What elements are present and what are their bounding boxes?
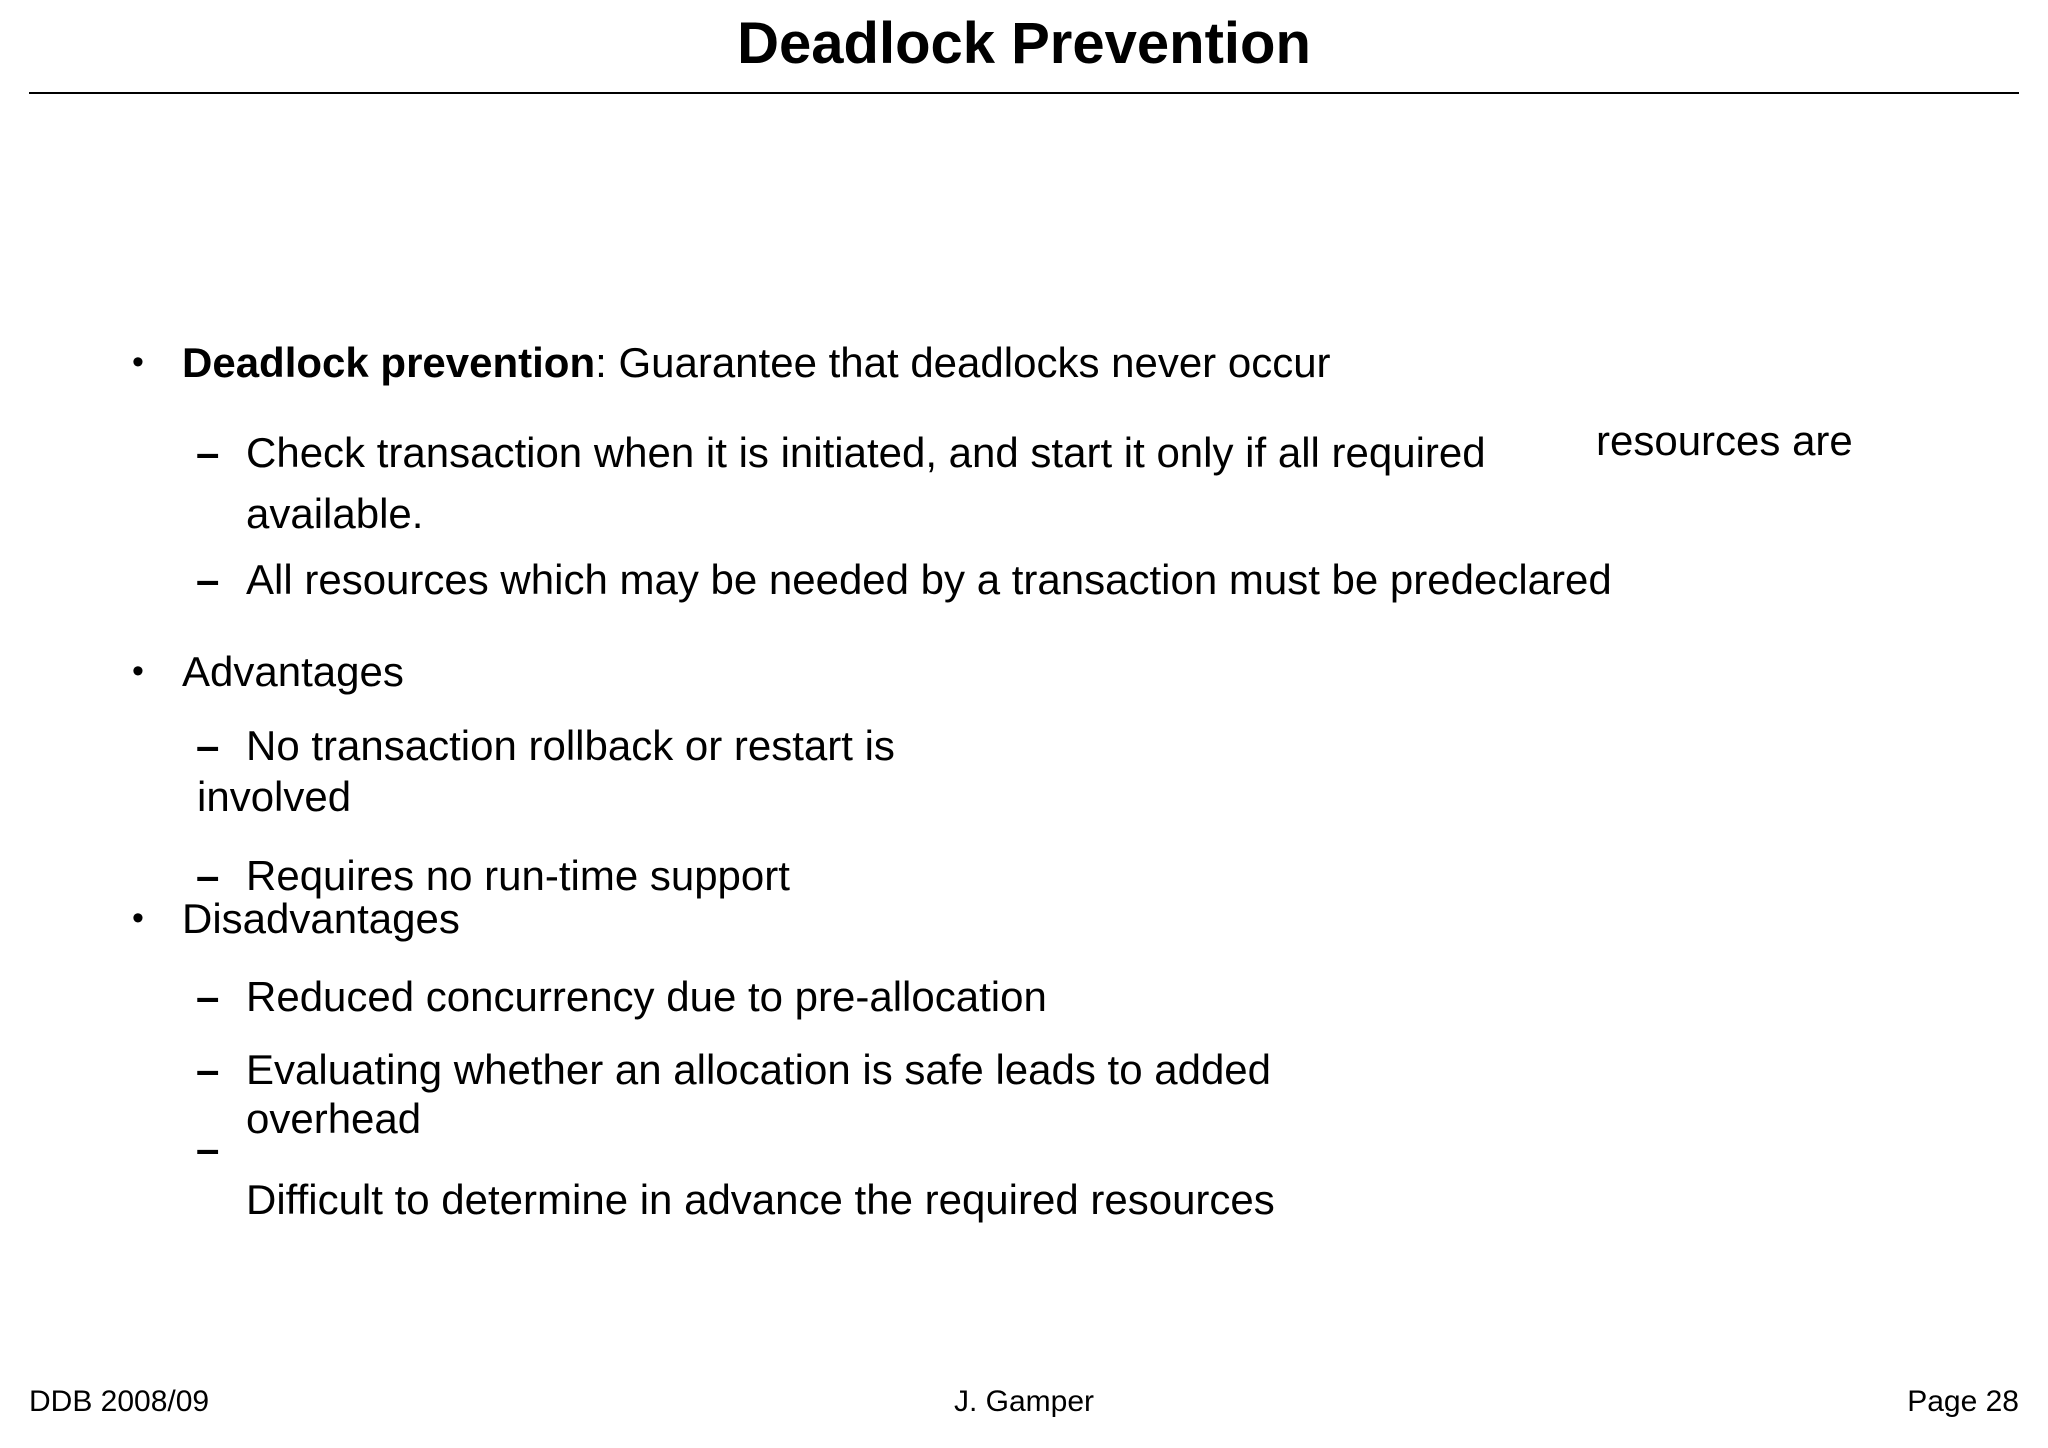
dash-marker: – bbox=[196, 556, 220, 603]
title-divider bbox=[29, 92, 2019, 94]
sub-item-check-transaction-raised: resources are bbox=[1596, 417, 1853, 464]
dash-marker: – bbox=[196, 429, 220, 476]
footer-author: J. Gamper bbox=[953, 1385, 1095, 1418]
bullet-marker: • bbox=[132, 343, 144, 381]
dash-marker: – bbox=[196, 1046, 220, 1093]
sub-item-check-transaction: Check transaction when it is initiated, and start it only if all required bbox=[246, 429, 1486, 476]
footer-page-number: Page 28 bbox=[1907, 1385, 2019, 1418]
slide-title: Deadlock Prevention bbox=[737, 11, 1311, 76]
dash-marker: – bbox=[196, 852, 220, 899]
bullet-advantages: Advantages bbox=[182, 648, 404, 695]
dash-marker: – bbox=[196, 973, 220, 1020]
sub-item-reduced-concurrency: Reduced concurrency due to pre-allocation bbox=[246, 973, 1047, 1020]
bullet-disadvantages: Disadvantages bbox=[182, 895, 460, 942]
sub-item-evaluating-allocation: Evaluating whether an allocation is safe leads to added bbox=[246, 1046, 1272, 1093]
bullet-marker: • bbox=[132, 652, 144, 690]
dash-marker: – bbox=[196, 1125, 220, 1172]
deadlock-prevention-term: Deadlock prevention bbox=[182, 339, 596, 386]
deadlock-prevention-colon: : bbox=[595, 339, 607, 386]
bullet-marker: • bbox=[132, 899, 144, 937]
deadlock-prevention-text: Guarantee that deadlocks never occur bbox=[606, 339, 1331, 386]
dash-marker: – bbox=[196, 722, 220, 769]
sub-item-check-transaction-cont: available. bbox=[246, 490, 424, 537]
sub-item-no-rollback-cont: involved bbox=[197, 773, 352, 820]
sub-item-no-runtime-support: Requires no run-time support bbox=[246, 852, 790, 899]
sub-item-difficult-to-determine: Difficult to determine in advance the required resources bbox=[246, 1176, 1275, 1223]
sub-item-evaluating-allocation-cont: overhead bbox=[246, 1095, 422, 1142]
sub-item-no-rollback: No transaction rollback or restart is bbox=[246, 722, 895, 769]
footer-course: DDB 2008/09 bbox=[29, 1385, 210, 1418]
sub-item-predeclared: All resources which may be needed by a transaction must be predeclared bbox=[246, 556, 1612, 603]
bullet-deadlock-prevention bbox=[182, 338, 1331, 388]
